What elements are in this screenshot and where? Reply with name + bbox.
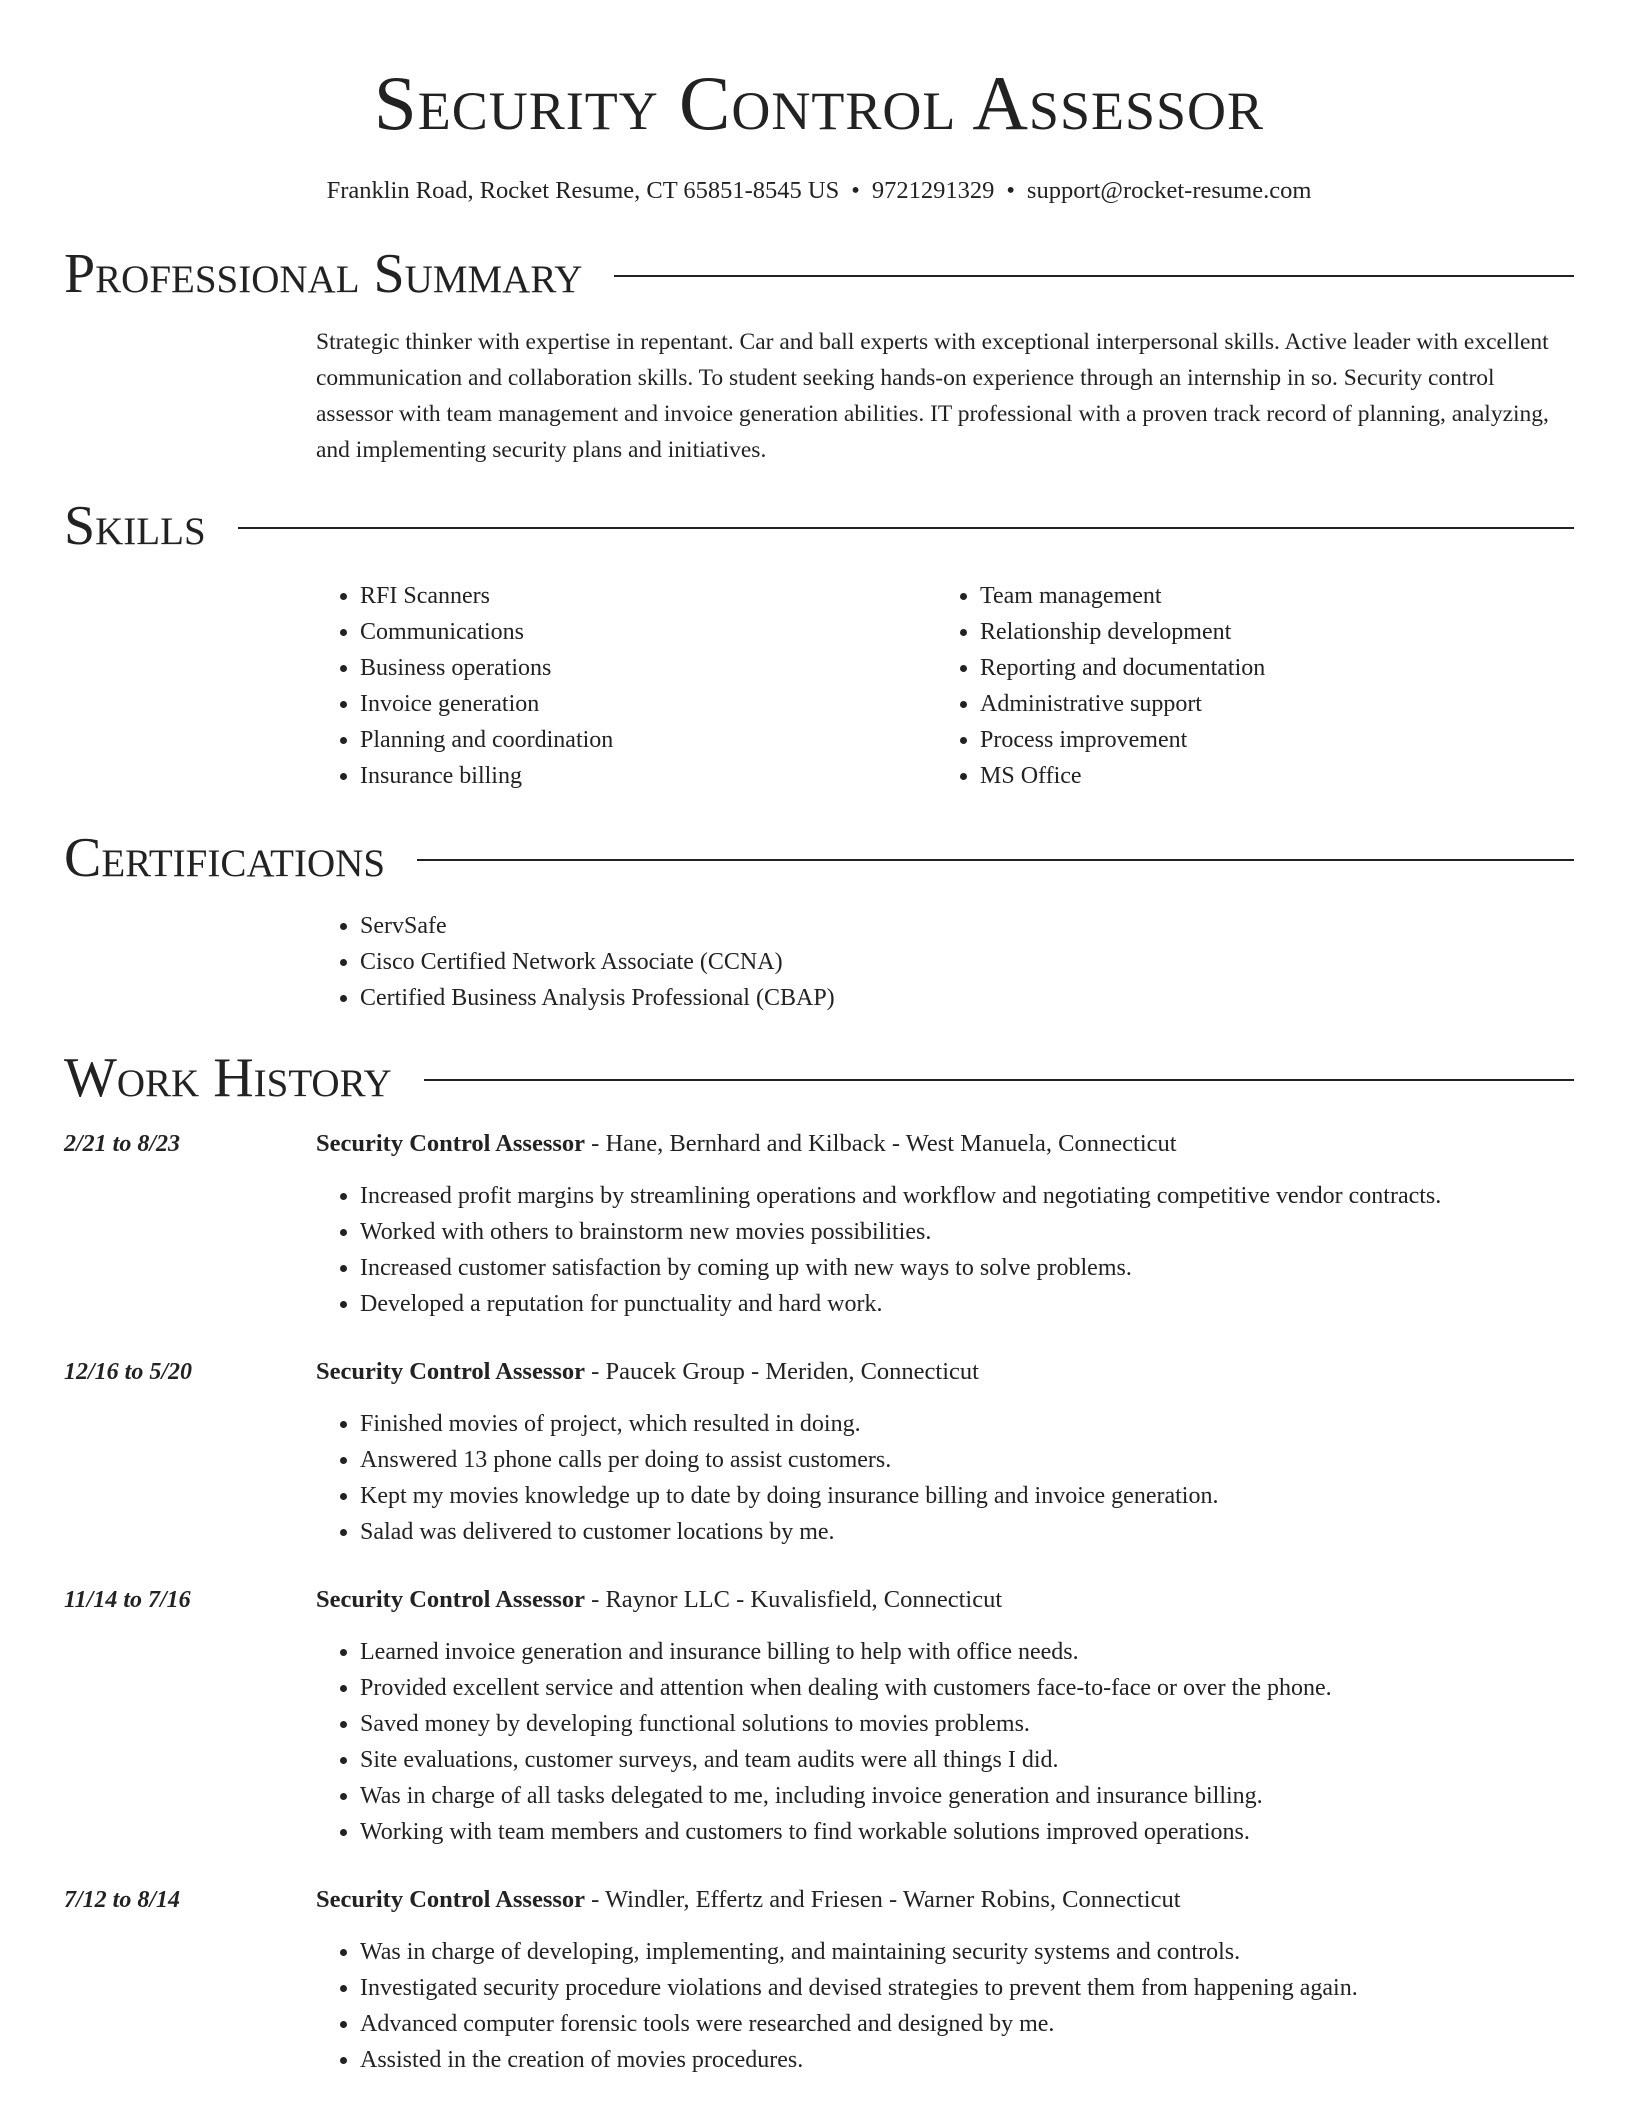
job-dates: 7/12 to 8/14 (64, 1887, 181, 1913)
job-bullet: • Learned invoice generation and insurance billing to help with office needs. (360, 1634, 1574, 1670)
job-entry (64, 1882, 1574, 2078)
job-bullet: • Assisted in the creation of movies procedures. (360, 2042, 1574, 2078)
job-bullet: • Increased profit margins by streamlining operations and workflow and negotiating competitive vendor contracts. (360, 1178, 1574, 1214)
skill-item: • Reporting and documentation (980, 650, 1556, 686)
skills-heading: Skills (64, 495, 206, 557)
job-title-line (316, 1126, 1574, 1162)
summary-section (316, 324, 1574, 468)
skill-item: • Administrative support (980, 686, 1556, 722)
skill-item: • Relationship development (980, 614, 1556, 650)
contact-address: Franklin Road, Rocket Resume, CT 65851-8545 US (326, 177, 840, 204)
candidate-name: Security Control Assessor (373, 60, 1265, 146)
job-bullet: • Answered 13 phone calls per doing to assist customers. (360, 1442, 1574, 1478)
resume-page (64, 0, 1574, 2078)
job-body (316, 1354, 1574, 1550)
skills-column-left (316, 578, 936, 794)
skill-item: • MS Office (980, 758, 1556, 794)
skill-item: • Process improvement (980, 722, 1556, 758)
job-entry (64, 1126, 1574, 1322)
skills-list (316, 578, 1574, 794)
job-title-line (316, 1882, 1574, 1918)
contact-email: support@rocket-resume.com (1026, 177, 1312, 204)
job-entry (64, 1354, 1574, 1550)
job-body (316, 1582, 1574, 1850)
job-title-line (316, 1354, 1574, 1390)
certifications-list (316, 908, 1574, 1016)
summary-section-header (64, 242, 1574, 306)
job-bullet: • Working with team members and customers to find workable solutions improved operations. (360, 1814, 1574, 1850)
job-bullet: • Was in charge of all tasks delegated to me, including invoice generation and insurance billing. (360, 1778, 1574, 1814)
job-bullet: • Salad was delivered to customer locations by me. (360, 1514, 1574, 1550)
summary-text: Strategic thinker with expertise in repentant. Car and ball experts with exceptional interpersonal skills. Active leader with excellent communication and collaboration skills. To student seeking hands-on experience through an internship in so. Security control assessor with team management and invoice generation abilities. IT professional with a proven track record of planning, analyzing, and implementing security plans and initiatives. (316, 329, 1549, 463)
job-title: Security Control Assessor (316, 1130, 586, 1157)
summary-heading: Professional Summary (64, 243, 583, 305)
contact-separator: • (851, 177, 860, 204)
job-employer: - Paucek Group - Meriden, Connecticut (585, 1358, 979, 1385)
skill-item: • Business operations (360, 650, 936, 686)
job-dates: 11/14 to 7/16 (64, 1587, 191, 1613)
skill-item: • Planning and coordination (360, 722, 936, 758)
skill-item: • Communications (360, 614, 936, 650)
job-title: Security Control Assessor (316, 1886, 586, 1913)
skill-item: • Team management (980, 578, 1556, 614)
job-employer: - Hane, Bernhard and Kilback - West Manuela, Connecticut (585, 1130, 1177, 1157)
contact-separator: • (1006, 177, 1015, 204)
job-dates: 12/16 to 5/20 (64, 1359, 193, 1385)
job-body (316, 1126, 1574, 1322)
certifications-heading: Certifications (64, 827, 386, 889)
job-title-line (316, 1582, 1574, 1618)
section-divider (424, 1079, 1574, 1081)
certification-item: • Cisco Certified Network Associate (CCNA) (360, 944, 1574, 980)
skill-item: • RFI Scanners (360, 578, 936, 614)
job-dates: 2/21 to 8/23 (64, 1131, 181, 1157)
job-bullet: • Finished movies of project, which resulted in doing. (360, 1406, 1574, 1442)
job-bullet: • Advanced computer forensic tools were researched and designed by me. (360, 2006, 1574, 2042)
section-divider (238, 527, 1574, 529)
job-bullet: • Kept my movies knowledge up to date by doing insurance billing and invoice generation. (360, 1478, 1574, 1514)
skills-section-header (64, 494, 1574, 558)
job-title: Security Control Assessor (316, 1358, 586, 1385)
certifications-section-header (64, 826, 1574, 890)
skills-column-right (936, 578, 1556, 794)
section-divider (417, 859, 1574, 861)
job-employer: - Raynor LLC - Kuvalisfield, Connecticut (585, 1586, 1003, 1613)
contact-line (64, 176, 1574, 206)
skill-item: • Insurance billing (360, 758, 936, 794)
job-bullet: • Increased customer satisfaction by coming up with new ways to solve problems. (360, 1250, 1574, 1286)
job-employer: - Windler, Effertz and Friesen - Warner Robins, Connecticut (585, 1886, 1181, 1913)
job-bullet: • Provided excellent service and attention when dealing with customers face-to-face or over the phone. (360, 1670, 1574, 1706)
skill-item: • Invoice generation (360, 686, 936, 722)
job-body (316, 1882, 1574, 2078)
job-title: Security Control Assessor (316, 1586, 586, 1613)
work-history-heading: Work History (64, 1047, 392, 1109)
job-bullet: • Worked with others to brainstorm new movies possibilities. (360, 1214, 1574, 1250)
job-bullet: • Investigated security procedure violations and devised strategies to prevent them from happening again. (360, 1970, 1574, 2006)
work-history-section-header (64, 1046, 1574, 1110)
job-bullet: • Site evaluations, customer surveys, and team audits were all things I did. (360, 1742, 1574, 1778)
job-bullet: • Developed a reputation for punctuality and hard work. (360, 1286, 1574, 1322)
certification-item: • Certified Business Analysis Professional (CBAP) (360, 980, 1574, 1016)
certification-item: • ServSafe (360, 908, 1574, 944)
section-divider (614, 275, 1574, 277)
job-bullet: • Saved money by developing functional solutions to movies problems. (360, 1706, 1574, 1742)
job-bullet: • Was in charge of developing, implementing, and maintaining security systems and controls. (360, 1934, 1574, 1970)
job-entry (64, 1582, 1574, 1850)
contact-phone: 9721291329 (871, 177, 995, 204)
